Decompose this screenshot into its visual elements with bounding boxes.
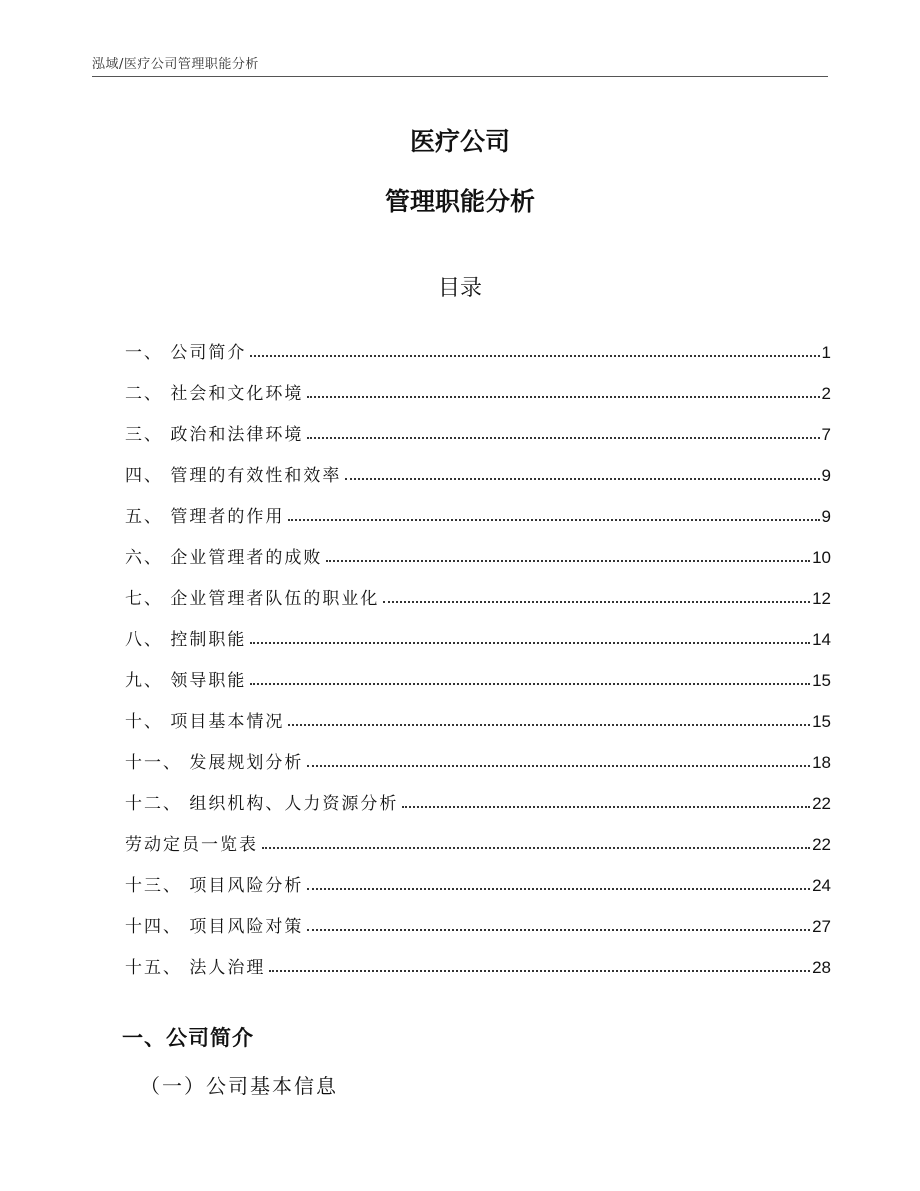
toc-entry[interactable] <box>125 445 831 486</box>
toc-entry[interactable] <box>125 486 831 527</box>
toc-leader-dots <box>250 642 810 644</box>
toc-entry-label: 二、 社会和文化环境 <box>125 384 304 404</box>
toc-entry-label: 七、 企业管理者队伍的职业化 <box>125 589 380 609</box>
toc-entry-page: 10 <box>812 548 831 567</box>
toc-entry-label: 八、 控制职能 <box>125 630 247 650</box>
toc-entry-page: 28 <box>812 958 831 977</box>
document-subtitle: 管理职能分析 <box>384 187 535 216</box>
toc-entry-label: 九、 领导职能 <box>125 671 247 691</box>
toc-leader-dots <box>307 765 810 767</box>
toc-entry-label: 十二、 组织机构、人力资源分析 <box>125 794 399 814</box>
toc-entry-page: 24 <box>812 876 831 895</box>
toc-leader-dots <box>269 970 810 972</box>
toc-entry-page: 27 <box>812 917 831 936</box>
toc-leader-dots <box>250 355 819 357</box>
toc-entry[interactable] <box>125 691 831 732</box>
toc-entry-page: 15 <box>812 712 831 731</box>
toc-leader-dots <box>307 929 810 931</box>
toc-entry[interactable] <box>125 814 831 855</box>
sub-heading: （一）公司基本信息 <box>140 1074 338 1098</box>
toc-entry[interactable] <box>125 773 831 814</box>
document-title: 医疗公司 <box>409 127 510 156</box>
toc-leader-dots <box>326 560 810 562</box>
toc-entry-label: 劳动定员一览表 <box>125 835 258 855</box>
toc-leader-dots <box>288 724 810 726</box>
toc-entry-label: 三、 政治和法律环境 <box>125 425 304 445</box>
toc-entry-label: 十四、 项目风险对策 <box>125 917 304 937</box>
toc-entry[interactable] <box>125 650 831 691</box>
toc-entry-page: 9 <box>821 466 831 485</box>
toc-entry-page: 14 <box>812 630 831 649</box>
toc-leader-dots <box>262 847 810 849</box>
toc-entry[interactable] <box>125 322 831 363</box>
toc-entry-page: 9 <box>821 507 831 526</box>
toc-entry-label: 十三、 项目风险分析 <box>125 876 304 896</box>
toc-entry-page: 7 <box>821 425 831 444</box>
toc-entry[interactable] <box>125 609 831 650</box>
toc-entry-label: 十、 项目基本情况 <box>125 712 285 732</box>
toc-entry-page: 12 <box>812 589 831 608</box>
toc-entry-label: 十五、 法人治理 <box>125 958 266 978</box>
toc-leader-dots <box>250 683 810 685</box>
toc-entry-label: 一、 公司简介 <box>125 343 247 363</box>
toc-entry-page: 22 <box>812 835 831 854</box>
toc-entry[interactable] <box>125 568 831 609</box>
running-header: 泓域/医疗公司管理职能分析 <box>92 57 259 72</box>
toc-entry[interactable] <box>125 732 831 773</box>
toc-entry[interactable] <box>125 896 831 937</box>
toc-entry-page: 15 <box>812 671 831 690</box>
table-of-contents <box>125 322 831 978</box>
toc-leader-dots <box>307 888 810 890</box>
toc-entry[interactable] <box>125 363 831 404</box>
header-divider <box>92 76 828 77</box>
toc-entry-label: 六、 企业管理者的成败 <box>125 548 323 568</box>
toc-leader-dots <box>288 519 819 521</box>
toc-leader-dots <box>383 601 810 603</box>
toc-leader-dots <box>345 478 819 480</box>
toc-entry-page: 22 <box>812 794 831 813</box>
toc-entry-label: 五、 管理者的作用 <box>125 507 285 527</box>
toc-entry[interactable] <box>125 404 831 445</box>
toc-entry[interactable] <box>125 855 831 896</box>
toc-entry-label: 四、 管理的有效性和效率 <box>125 466 342 486</box>
toc-entry[interactable] <box>125 527 831 568</box>
toc-leader-dots <box>402 806 810 808</box>
section-heading: 一、公司简介 <box>122 1026 254 1050</box>
toc-entry-label: 十一、 发展规划分析 <box>125 753 304 773</box>
toc-leader-dots <box>307 396 819 398</box>
toc-entry-page: 1 <box>821 343 831 362</box>
toc-heading: 目录 <box>437 276 482 301</box>
toc-entry-page: 18 <box>812 753 831 772</box>
toc-entry-page: 2 <box>821 384 831 403</box>
toc-leader-dots <box>307 437 819 439</box>
toc-entry[interactable] <box>125 937 831 978</box>
